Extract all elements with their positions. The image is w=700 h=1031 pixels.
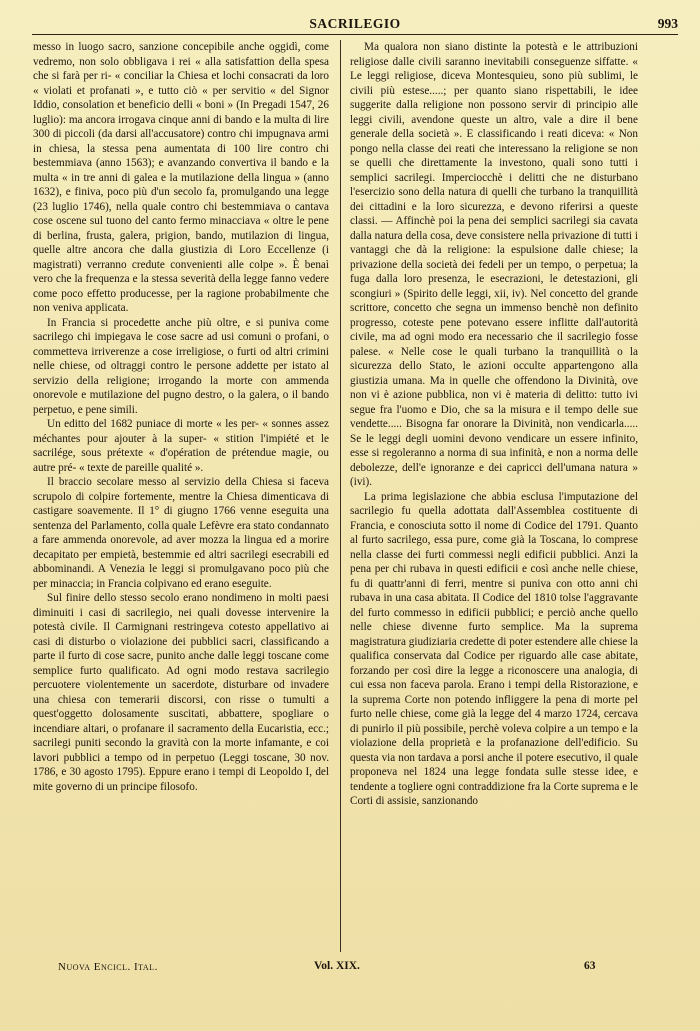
paragraph: Il braccio secolare messo al servizio della Chiesa si faceva scrupolo di colpire fortemente, mentre la Chiesa dimenticava di castigare soavemente. Il 1° di giugno 1766 venne eseguita una sentenza del Parlamento, colla quale Lefèvre era stato condannato a fare ammenda onorevole, ad aver mozza la lingua ed a morire decapitato per empietà, bestemmie ed altri sacrilegi esecrabili ed abbominandi. A Venezia le leggi si promulgavano poco più che per minaccia; in Francia colpivano ed erano eseguite. (33, 476, 329, 590)
column-divider (340, 40, 341, 952)
paragraph: Un editto del 1682 puniace di morte « les per- « sonnes assez méchantes pour ajouter à la super- « stition l'impiété et le sacrilége, sous prétexte « d'opération de prétendue magie, ou autre pré- « texte de pareille qualité ». (33, 418, 329, 474)
publication-name: Nuova Encicl. Ital. (58, 961, 158, 973)
page-number: 993 (657, 16, 678, 31)
paragraph: In Francia si procedette anche più oltre, e si puniva come sacrilego chi impiegava le cose sacre ad usi comuni o profani, o commetteva irriverenze a cose irreligiose, o furti od altri crimini nelle chiese, od oltraggi contro le persone addette per istato al servizio della religione; irrogando la morte con ammenda onorevole e mutilazione del pugno destro, o la galera, o il bando perpetuo, e pene simili. (33, 316, 329, 416)
sheet-number: 63 (584, 960, 596, 972)
running-title: SACRILEGIO (309, 16, 401, 31)
header-rule (32, 34, 678, 35)
volume-number: Vol. XIX. (314, 960, 360, 972)
right-column (350, 40, 638, 952)
paragraph: messo in luogo sacro, sanzione concepibile anche oggidì, come vedremo, non solo obbligava i rei « alla satisfattion della spesa che si farà per ri- « conciliar la Chiesa et lochi consacrati da loro « violati et profanati », e tutto ciò « per servitio « del Signor Iddio, consolation et beneficio delli « boni » (In Pregadi 1547, 26 luglio): ma ancora irrogava cinque anni di bando e la multa di lire 300 di piccoli (da darsi all'accusatore) contro chi impugnava armi in chiesa, la stessa pena aumentata di 100 lire contro chi bestemmiava (anno 1563); e avanzando convertiva il bando e la multa « in tre anni di galea e la mutilazione della lingua » (anno 1632), e finiva, poco più d'un secolo fa, promulgando una legge (23 luglio 1746), nella quale contro chi bestemmiava o cantava cose oscene sul tuono del canto fermo minacciava « oltre le pene di berlina, frusta, galera, prigion, bando, mutilazion di lingua, quelle altre ancora che dalla giustizia di Loro Eccellenze (i magistrati) verranno credute convenienti alle colpe ». È benaì vero che la frequenza e la stessa severità della legge fanno vedere come poco effetto producesse, per la ragione probabilmente che non veniva applicata. (33, 41, 329, 314)
paragraph: Sul finire dello stesso secolo erano nondimeno in molti paesi diminuiti i casi di sacrilegio, nei quali dovesse intervenire la potestà civile. Il Carmignani restringeva cotesto appellativo ai casi di disturbo o violazione dei pubblici sacri, classificando a parte il furto di cose sacre, punito anche dalle leggi toscane come semplice furto qualificato. Ad ogni modo restava sacrilegio percuotere violentemente un sacerdote, disturbare od invadere una chiesa con temerarii discorsi, con risse o tumulti a quest'oggetto dolosamente suscitati, abbattere, spogliare o incendiare altari, o profanare il sacramento della Eucaristia, ecc.; sacrilegi puniti secondo la gravità con la morte infamante, e coi lavori pubblici a tempo od in perpetuo (Leggi toscane, 30 nov. 1786, e 30 agosto 1795). Eppure erano i tempi di Leopoldo I, del mite governo di un principe filosofo. (33, 592, 329, 793)
page-header (32, 14, 678, 36)
paragraph: La prima legislazione che abbia esclusa l'imputazione del sacrilegio fu quella adottata dall'Assemblea costituente di Francia, e conosciuta sotto il nome di Codice del 1791. Quanto al furto sacrilego, essa pure, come già la Toscana, lo comprese nella classe dei furti commessi negli edificii pubblici. Anzi la pena per chi rubava in questi edificii e così anche nelle chiese, fu di quattr'anni di ferri, mentre si puniva con otto anni chi rubava in una casa abitata. Il Codice del 1810 tolse l'aggravante del furto commesso in edificii pubblici; e perciò anche quello nelle chiese divenne furto semplice. Ma la suprema magistratura giudiziaria credette di poter estendere alle chiese la qualifica conservata dal Codice per riguardo alle case abitate, forzando per così dire la legge a riconoscere una analogia, di cui essa non faceva parola. Erano i tempi della Ristorazione, e la suprema Corte non potendo infliggere la pena di morte pel furto nelle chiese, come già la legge del 4 marzo 1724, cercava di punirlo il più possibile, perchè voleva colpire a un tempo e la violazione della proprietà e la profanazione dell'edificio. Su questa via non tardava a porsi anche il potere esecutivo, il quale proponeva nel 1824 una legge fondata sulle stesse idee, e tendente a togliere ogni contraddizione fra la Corte suprema e le Corti di assisie, sanzionando (350, 490, 638, 807)
left-column (33, 40, 329, 952)
page-footer (32, 957, 678, 977)
paragraph: Ma qualora non siano distinte la potestà e le attribuzioni religiose dalle civili saranno inevitabili conseguenze siffatte. « Le leggi religiose, diceva Montesquieu, sono più sublimi, le civili più estese.....; per quanto siano rispettabili, le idee suggerite dalla religione non possono servir di principio alle leggi civili, avendone queste un altro, vale a dire il bene generale della società ». E classificando i reati diceva: « Non pongo nella classe dei reati che interessano la religione se non se quelli che direttamente la investono, quali sono tutti i semplici sacrilegi. Imperciocchè i delitti che ne disturbano l'esercizio sono della natura di quelli che turbano la tranquillità dei cittadini e la loro sicurezza, e devono riferirsi a queste classi. — Affinchè poi la pena dei semplici sacrilegi sia cavata dalla natura della cosa, deve consistere nella privazione di tutti i vantaggi che dà la religione: la espulsione dalle chiese; la privazione della società dei fedeli per un tempo, o perpetua; la fuga dalla loro presenza, le esecrazioni, le detestazioni, gli scongiuri » (Spirito delle leggi, xii, iv). Nel concetto del grande scrittore, concetto che segna un immenso benchè non definito progresso, coteste pene potevano essere inflitte dall'autorità civile, ma ad ogni modo era necessario che il sacrilegio fosse palese. « Nelle cose le quali turbano la tranquillità o la sicurezza dello Stato, le azioni occulte appartengono alla giustizia umana. Ma in quelle che offendono la Divinità, ove non vi è azione pubblica, non vi è materia di delitto: tutto ivi segue fra l'uomo e Dio, che sa la misura e il tempo delle sue vendette..... Bisogna far onorare la Divinità, non vendicarla..... Se le leggi degli uomini devono vendicare un essere infinito, esse si regoleranno a norma di sua infinità, e non a norma delle debolezze, dell'e ignoranze e dei capricci dell'umana natura » (ivi). (350, 41, 638, 488)
